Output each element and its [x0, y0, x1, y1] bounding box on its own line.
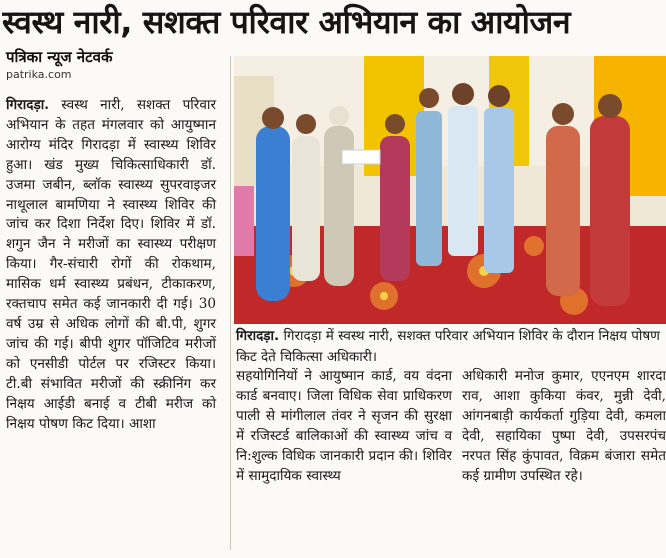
headline: स्वस्थ नारी, सशक्त परिवार अभियान का आयोजन	[2, 3, 571, 41]
caption-text: गिरादड़ा में स्वस्थ नारी, सशक्त परिवार अभियान शिविर के दौरान निक्षय पोषण किट देते चिकित्सा अधिकारी।	[236, 328, 660, 365]
photo-illustration	[234, 56, 666, 324]
article-text-3: अधिकारी मनोज कुमार, एएनएम शारदा राव, आशा कुकिया कंवर, मुन्नी देवी, आंगनबाड़ी कार्यकर्ता गुड़िया देवी, कमला देवी, सहायिका पुष्पा देवी, उपसरपंच नरपत सिंह कुंपावत, विक्रम बंजारा समेत कई ग्रामीण उपस्थित रहे।	[462, 368, 666, 484]
article-column-1	[6, 96, 216, 434]
news-photo	[234, 56, 666, 324]
article-column-3	[462, 367, 666, 486]
byline-site: patrika.com	[6, 68, 72, 81]
article-column-2	[236, 367, 452, 486]
article-text-1: स्वस्थ नारी, सशक्त परिवार अभियान के तहत मंगलवार को आयुष्मान आरोग्य मंदिर गिरादड़ा में स्वास्थ्य शिविर हुआ। खंड मुख्य चिकित्साधिकारी डॉ. उजमा जबीन, ब्लॉक स्वास्थ्य सुपरवाइजर नाथूलाल बामणिया ने स्वास्थ्य शिविर की जांच कर दिशा निर्देश दिए। शिविर में डॉ. शगुन जैन ने मरीजों का स्वास्थ्य परीक्षण किया। गैर-संचारी रोगों की रोकथाम, मासिक धर्म स्वास्थ्य प्रबंधन, टीकाकरण, रक्तचाप समेत कई जानकारी दी गई। 30 वर्ष उम्र से अधिक लोगों की बी.पी, शुगर जांच की गई। बीपी शुगर पॉजिटिव मरीजों को एनसीडी पोर्टल पर रजिस्टर किया। टी.बी संभावित मरीजों की स्क्रीनिंग कर निक्षय आईडी बनाई व टीबी मरीज को निक्षय पोषण किट दिया। आशा	[6, 97, 217, 432]
byline-network: पत्रिका न्यूज नेटवर्क	[6, 48, 113, 66]
photo-caption	[236, 326, 666, 368]
column-divider	[230, 56, 231, 550]
caption-place: गिरादड़ा.	[236, 328, 280, 344]
article-text-2: सहयोगिनियों ने आयुष्मान कार्ड, वय वंदना कार्ड बनवाए। जिला विधिक सेवा प्राधिकरण पाली से मांगीलाल तंवर ने सृजन की सुरक्षा में रजिस्टर्ड बालिकाओं की स्वास्थ्य जांच व नि:शुल्क विधिक जानकारी प्रदान की। शिविर में सामुदायिक स्वास्थ्य	[236, 368, 452, 484]
byline	[6, 48, 226, 82]
dateline: गिरादड़ा.	[6, 97, 49, 113]
